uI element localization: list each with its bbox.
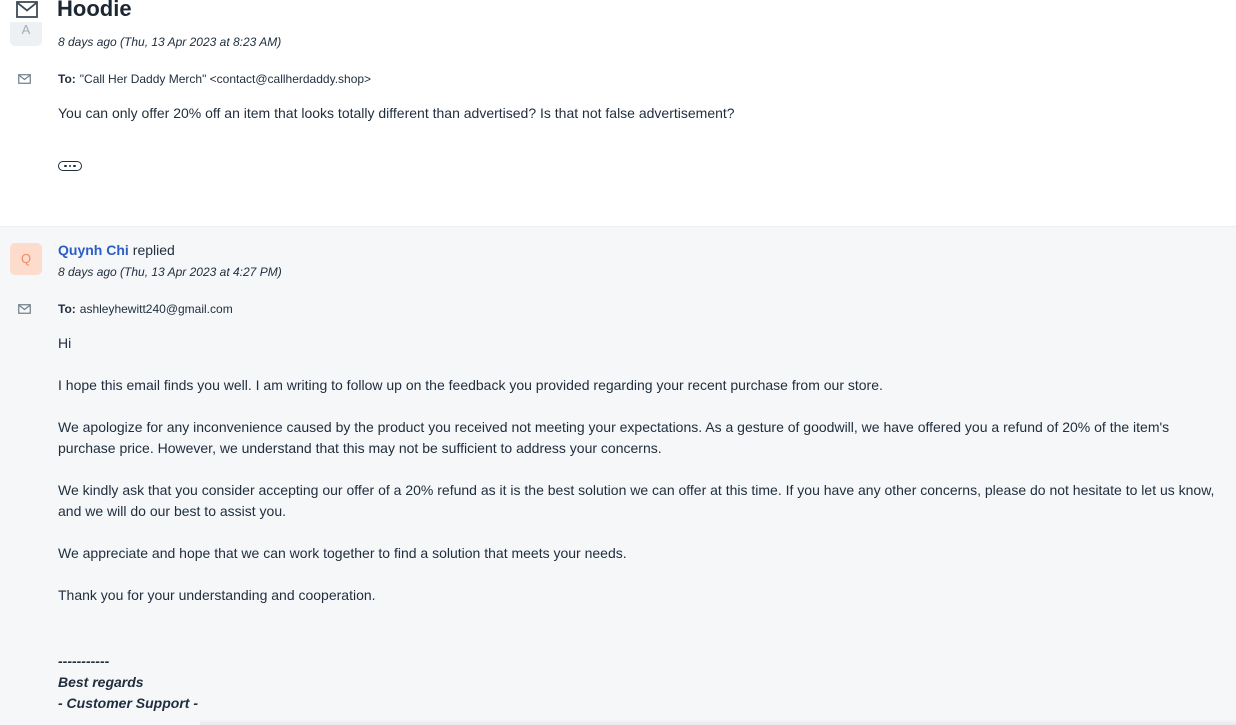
body-paragraph: We apologize for any inconvenience caused by the product you received not meeting your expectations. As a gesture of goodwill, we have offered you a refund of 20% of the item's purchase price. However, we understand that this may not be sufficient to address your concerns.: [58, 419, 1170, 456]
sender-action: replied: [132, 242, 175, 258]
body-paragraph: Thank you for your understanding and cooperation.: [58, 587, 376, 603]
ticket-title: Hoodie: [57, 0, 132, 21]
message-body: [58, 333, 1218, 627]
scroll-shadow: [200, 719, 1236, 725]
body-paragraph: We kindly ask that you consider accepting our offer of a 20% refund as it is the best solution we can offer at this time. If you have any other concerns, please do not hesitate to let us know, and we will do our best to assist you.: [58, 482, 1215, 519]
recipient-address: ashleyhewitt240@gmail.com: [79, 302, 233, 316]
message-timestamp: 8 days ago (Thu, 13 Apr 2023 at 4:27 PM): [58, 265, 282, 279]
envelope-icon: [18, 74, 31, 84]
signature-closing: Best regards: [58, 674, 144, 690]
message-incoming: [0, 0, 1236, 226]
signature: [58, 651, 198, 714]
envelope-icon: [18, 304, 31, 314]
to-label: To:: [58, 72, 76, 86]
show-more-button[interactable]: [58, 161, 82, 171]
avatar: A: [10, 14, 42, 46]
envelope-icon: [15, 0, 39, 20]
recipient-line: [58, 302, 233, 316]
avatar: Q: [10, 243, 42, 275]
message-reply: [0, 226, 1236, 725]
recipient-address: "Call Her Daddy Merch" <contact@callherdaddy.shop>: [79, 72, 372, 86]
body-paragraph: Hi: [58, 335, 72, 351]
body-paragraph: I hope this email finds you well. I am writing to follow up on the feedback you provided regarding your recent purchase from our store.: [58, 377, 883, 393]
sender-line: [58, 242, 175, 258]
recipient-line: [58, 72, 371, 86]
signature-team: - Customer Support -: [58, 695, 198, 711]
sender-name-link[interactable]: Quynh Chi: [58, 242, 129, 258]
ticket-header: [0, 0, 1236, 22]
message-timestamp: 8 days ago (Thu, 13 Apr 2023 at 8:23 AM): [58, 35, 282, 49]
body-paragraph: You can only offer 20% off an item that looks totally different than advertised? Is that not false advertisement?: [58, 105, 735, 121]
body-paragraph: We appreciate and hope that we can work together to find a solution that meets your needs.: [58, 545, 627, 561]
ellipsis-icon: [64, 165, 67, 168]
to-label: To:: [58, 302, 76, 316]
message-body: [58, 103, 1218, 145]
signature-divider: -----------: [58, 653, 110, 669]
